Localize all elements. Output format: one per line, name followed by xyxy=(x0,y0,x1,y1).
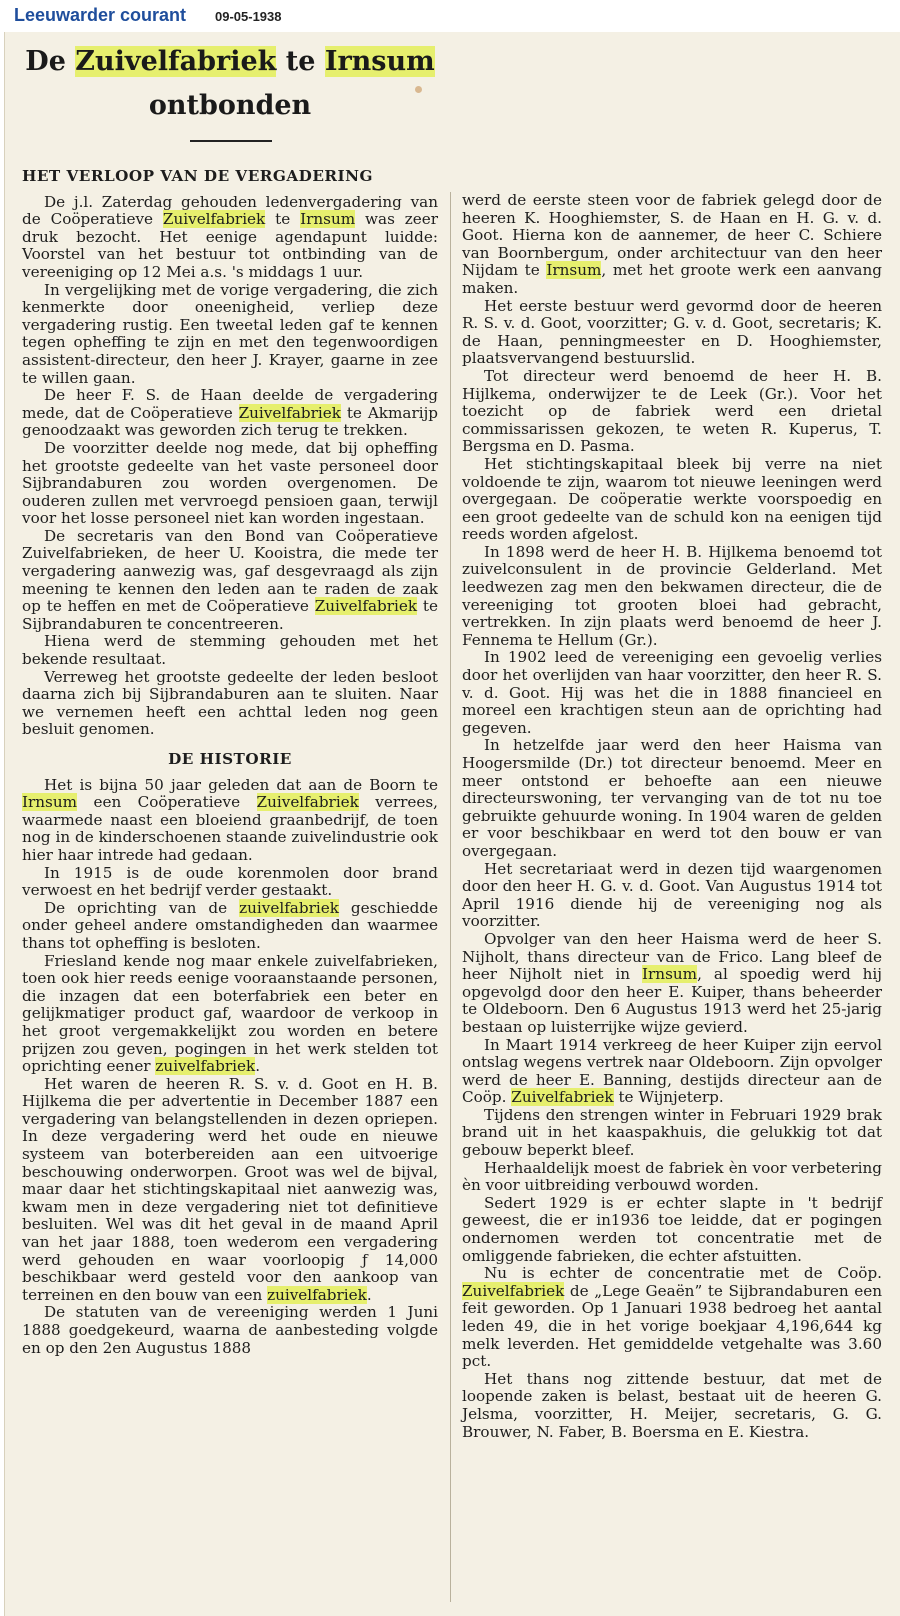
paragraph: In vergelijking met de vorige vergadering, die zich kenmerkte door oneenigheid, verliep deze vergadering rustig. Een tweetal leden gaf te kennen tegen opheffing te zijn en met den tegenwoordigen assistent-directeur, den heer J. Krayer, gaarne in zee te willen gaan. xyxy=(22,280,438,387)
section-heading: HET VERLOOP VAN DE VERGADERING xyxy=(22,167,373,185)
paragraph: Nu is echter de concentratie met de Coöp. Zuivelfabriek de „Lege Geaën” te Sijbrandaburen een feit geworden. Op 1 Januari 1938 bedroeg het aantal leden 49, die in het vorige boekjaar 4,196,644 kg melk leverden. Het gemiddelde vetgehalte was 3.60 pct. xyxy=(462,1264,882,1371)
paragraph: De voorzitter deelde nog mede, dat bij opheffing het grootste gedeelte van het vaste personeel door Sijbrandaburen zou worden overgenomen. De ouderen zullen met vervroegd pensioen gaan, terwijl voor het losse personeel niet kan worden ingestaan. xyxy=(22,438,438,528)
publication-date: 09-05-1938 xyxy=(215,9,282,24)
paragraph: Opvolger van den heer Haisma werd de heer S. Nijholt, thans directeur van de Frico. Lang bleef de heer Nijholt niet in Irnsum, al spoedig werd hij opgevolgd door den heer E. Kuiper, thans beheerder te Oldeboorn. Den 6 Augustus 1913 werd het 25-jarig bestaan op luisterrijke wijze gevierd. xyxy=(462,929,882,1036)
paragraph: In Maart 1914 verkreeg de heer Kuiper zijn eervol ontslag wegens vertrek naar Oldeboorn. Zijn opvolger werd de heer E. Banning, destijds directeur aan de Coöp. Zuivelfabriek te Wijnjeterp. xyxy=(462,1035,882,1107)
paragraph: In 1902 leed de vereeniging een gevoelig verlies door het overlijden van haar voorzitter, den heer R. S. v. d. Goot. Hij was het die in 1888 financieel en moreel een krachtigen steun aan de oprichting had gegeven. xyxy=(462,648,882,737)
paragraph: De statuten van de vereeniging werden 1 Juni 1888 goedgekeurd, waarna de aanbesteding volgde en op den 2en Augustus 1888 xyxy=(22,1303,438,1357)
paragraph: De heer F. S. de Haan deelde de vergadering mede, dat de Coöperatieve Zuivelfabriek te Akmarijp genoodzaakt was geworden zich terug te trekken. xyxy=(22,386,438,440)
paragraph: Het is bijna 50 jaar geleden dat aan de Boorn te Irnsum een Coöperatieve Zuivelfabriek verrees, waarmede naast een bloeiend graanbedrijf, de toen nog in de kinderschoenen staande zuivelindustrie ook hier haar intrede had gedaan. xyxy=(22,775,438,864)
column-divider xyxy=(450,192,451,1602)
clipping-header xyxy=(0,0,900,32)
paragraph: Hiena werd de stemming gehouden met het bekende resultaat. xyxy=(22,632,438,669)
paragraph: Tot directeur werd benoemd de heer H. B. Hijlkema, onderwijzer te de Leek (Gr.). Voor het toezicht op de fabriek werd een drietal commissarissen gekozen, te weten R. Kuperus, T. Bergsma en D. Pasma. xyxy=(462,366,882,456)
paragraph: Verreweg het grootste gedeelte der leden besloot daarna zich bij Sijbrandaburen aan te sluiten. Naar we vernemen heeft een achttal leden nog geen besluit genomen. xyxy=(22,667,438,739)
paragraph: In 1898 werd de heer H. B. Hijlkema benoemd tot zuivelconsulent in de provincie Gelderland. Met leedwezen zag men den bekwamen directeur, die de vereeniging tot grooten bloei had gebracht, vertrekken. In zijn plaats werd benoemd de heer J. Fennema te Hellum (Gr.). xyxy=(462,542,882,649)
paragraph: Tijdens den strengen winter in Februari 1929 brak brand uit in het kaaspakhuis, die gelukkig tot dat gebouw beperkt bleef. xyxy=(462,1105,882,1160)
paragraph: Friesland kende nog maar enkele zuivelfabrieken, toen ook hier reeds eenige vooraanstaande personen, die inzagen dat een boterfabriek een beter en gelijkmatiger product gaf, waardoor de verkoop in het groot vergemakkelijkt zou worden en betere prijzen zou geven, pogingen in het werk stelden tot oprichting eener zuivelfabriek. xyxy=(22,951,438,1076)
paragraph: Het stichtingskapitaal bleek bij verre na niet voldoende te zijn, waarom tot nieuwe leeningen werd overgegaan. De coöperatie werkte voorspoedig en een groot gedeelte van de schuld kon na eenigen tijd reeds worden afgelost. xyxy=(462,454,882,544)
paragraph: De secretaris van den Bond van Coöperatieve Zuivelfabrieken, de heer U. Kooistra, die mede ter vergadering aanwezig was, gaf desgevraagd als zijn meening te kennen den leden aan te raden de zaak op te heffen en met de Coöperatieve Zuivelfabriek te Sijbrandaburen te concentreeren. xyxy=(22,526,438,633)
newspaper-name: Leeuwarder courant xyxy=(14,5,187,25)
ink-smudge xyxy=(415,86,422,93)
paragraph: In hetzelfde jaar werd den heer Haisma van Hoogersmilde (Dr.) tot directeur benoemd. Meer en meer ontstond er behoefte aan een nieuwe directeurswoning, ter vervanging van de tot nu toe gebruikte gehuurde woning. In 1904 waren de gelden er voor beschikbaar en werd tot den bouw er van overgegaan. xyxy=(462,736,882,860)
paragraph: werd de eerste steen voor de fabriek gelegd door de heeren K. Hooghiemster, S. de Haan en H. G. v. d. Goot. Hierna kon de aannemer, de heer C. Schiere van Boornbergum, onder architectuur van den heer Nijdam te Irnsum, met het groote werk een aanvang maken. xyxy=(462,191,882,297)
paragraph: In 1915 is de oude korenmolen door brand verwoest en het bedrijf verder gestaakt. xyxy=(22,863,438,900)
article-column-right xyxy=(462,192,882,1441)
title-rule xyxy=(190,140,272,142)
section-heading: DE HISTORIE xyxy=(168,750,292,768)
highlight: Irnsum xyxy=(324,46,435,77)
article-column-left xyxy=(22,168,438,1357)
paragraph: Het secretariaat werd in dezen tijd waargenomen door den heer H. G. v. d. Goot. Van Augustus 1914 tot April 1916 diende hij de vereeniging nog als voorzitter. xyxy=(462,859,882,931)
paragraph: Herhaaldelijk moest de fabriek èn voor verbetering èn voor uitbreiding verbouwd worden. xyxy=(462,1158,882,1195)
paragraph: Het thans nog zittende bestuur, dat met de loopende zaken is belast, bestaat uit de heeren G. Jelsma, voorzitter, H. Meijer, secretaris, G. G. Brouwer, N. Faber, B. Boersma en E. Kiestra. xyxy=(462,1369,882,1441)
paragraph: De j.l. Zaterdag gehouden ledenvergadering van de Coöperatieve Zuivelfabriek te Irnsum was zeer druk bezocht. Het eenige agendapunt luidde: Voorstel van het bestuur tot ontbinding van de vereeniging op 12 Mei a.s. 's middags 1 uur. xyxy=(22,192,438,281)
highlight: Zuivelfabriek xyxy=(75,46,277,77)
paragraph: De oprichting van de zuivelfabriek geschiedde onder geheel andere omstandigheden dan waarmee thans tot opheffing is besloten. xyxy=(22,898,438,952)
paragraph: Het waren de heeren R. S. v. d. Goot en H. B. Hijlkema die per advertentie in December 1887 een vergadering van belangstellenden in dezen opriepen. In deze vergadering werd het oude en nieuwe systeem van boterbereiden aan een uitvoerige beschouwing onderworpen. Groot was wel de bijval, maar daar het stichtingskapitaal niet aanwezig was, kwam men in deze vergadering niet tot definitieve besluiten. Wel was dit het geval in de maand April van het jaar 1888, toen wederom een vergadering werd gehouden en waar voorloopig ƒ 14,000 beschikbaar werd gesteld voor den aankoop van terreinen en den bouw van een zuivelfabriek. xyxy=(22,1074,438,1304)
article-title: De Zuivelfabriek te Irnsum ontbonden xyxy=(25,46,435,121)
paragraph: Het eerste bestuur werd gevormd door de heeren R. S. v. d. Goot, voorzitter; G. v. d. Goot, secretaris; K. de Haan, penningmeester en D. Hooghiemster, plaatsvervangend bestuurslid. xyxy=(462,296,882,368)
paragraph: Sedert 1929 is er echter slapte in 't bedrijf geweest, die er in1936 toe leidde, dat er pogingen ondernomen werden tot concentratie met de omliggende fabrieken, die echter afstuitten. xyxy=(462,1193,882,1265)
